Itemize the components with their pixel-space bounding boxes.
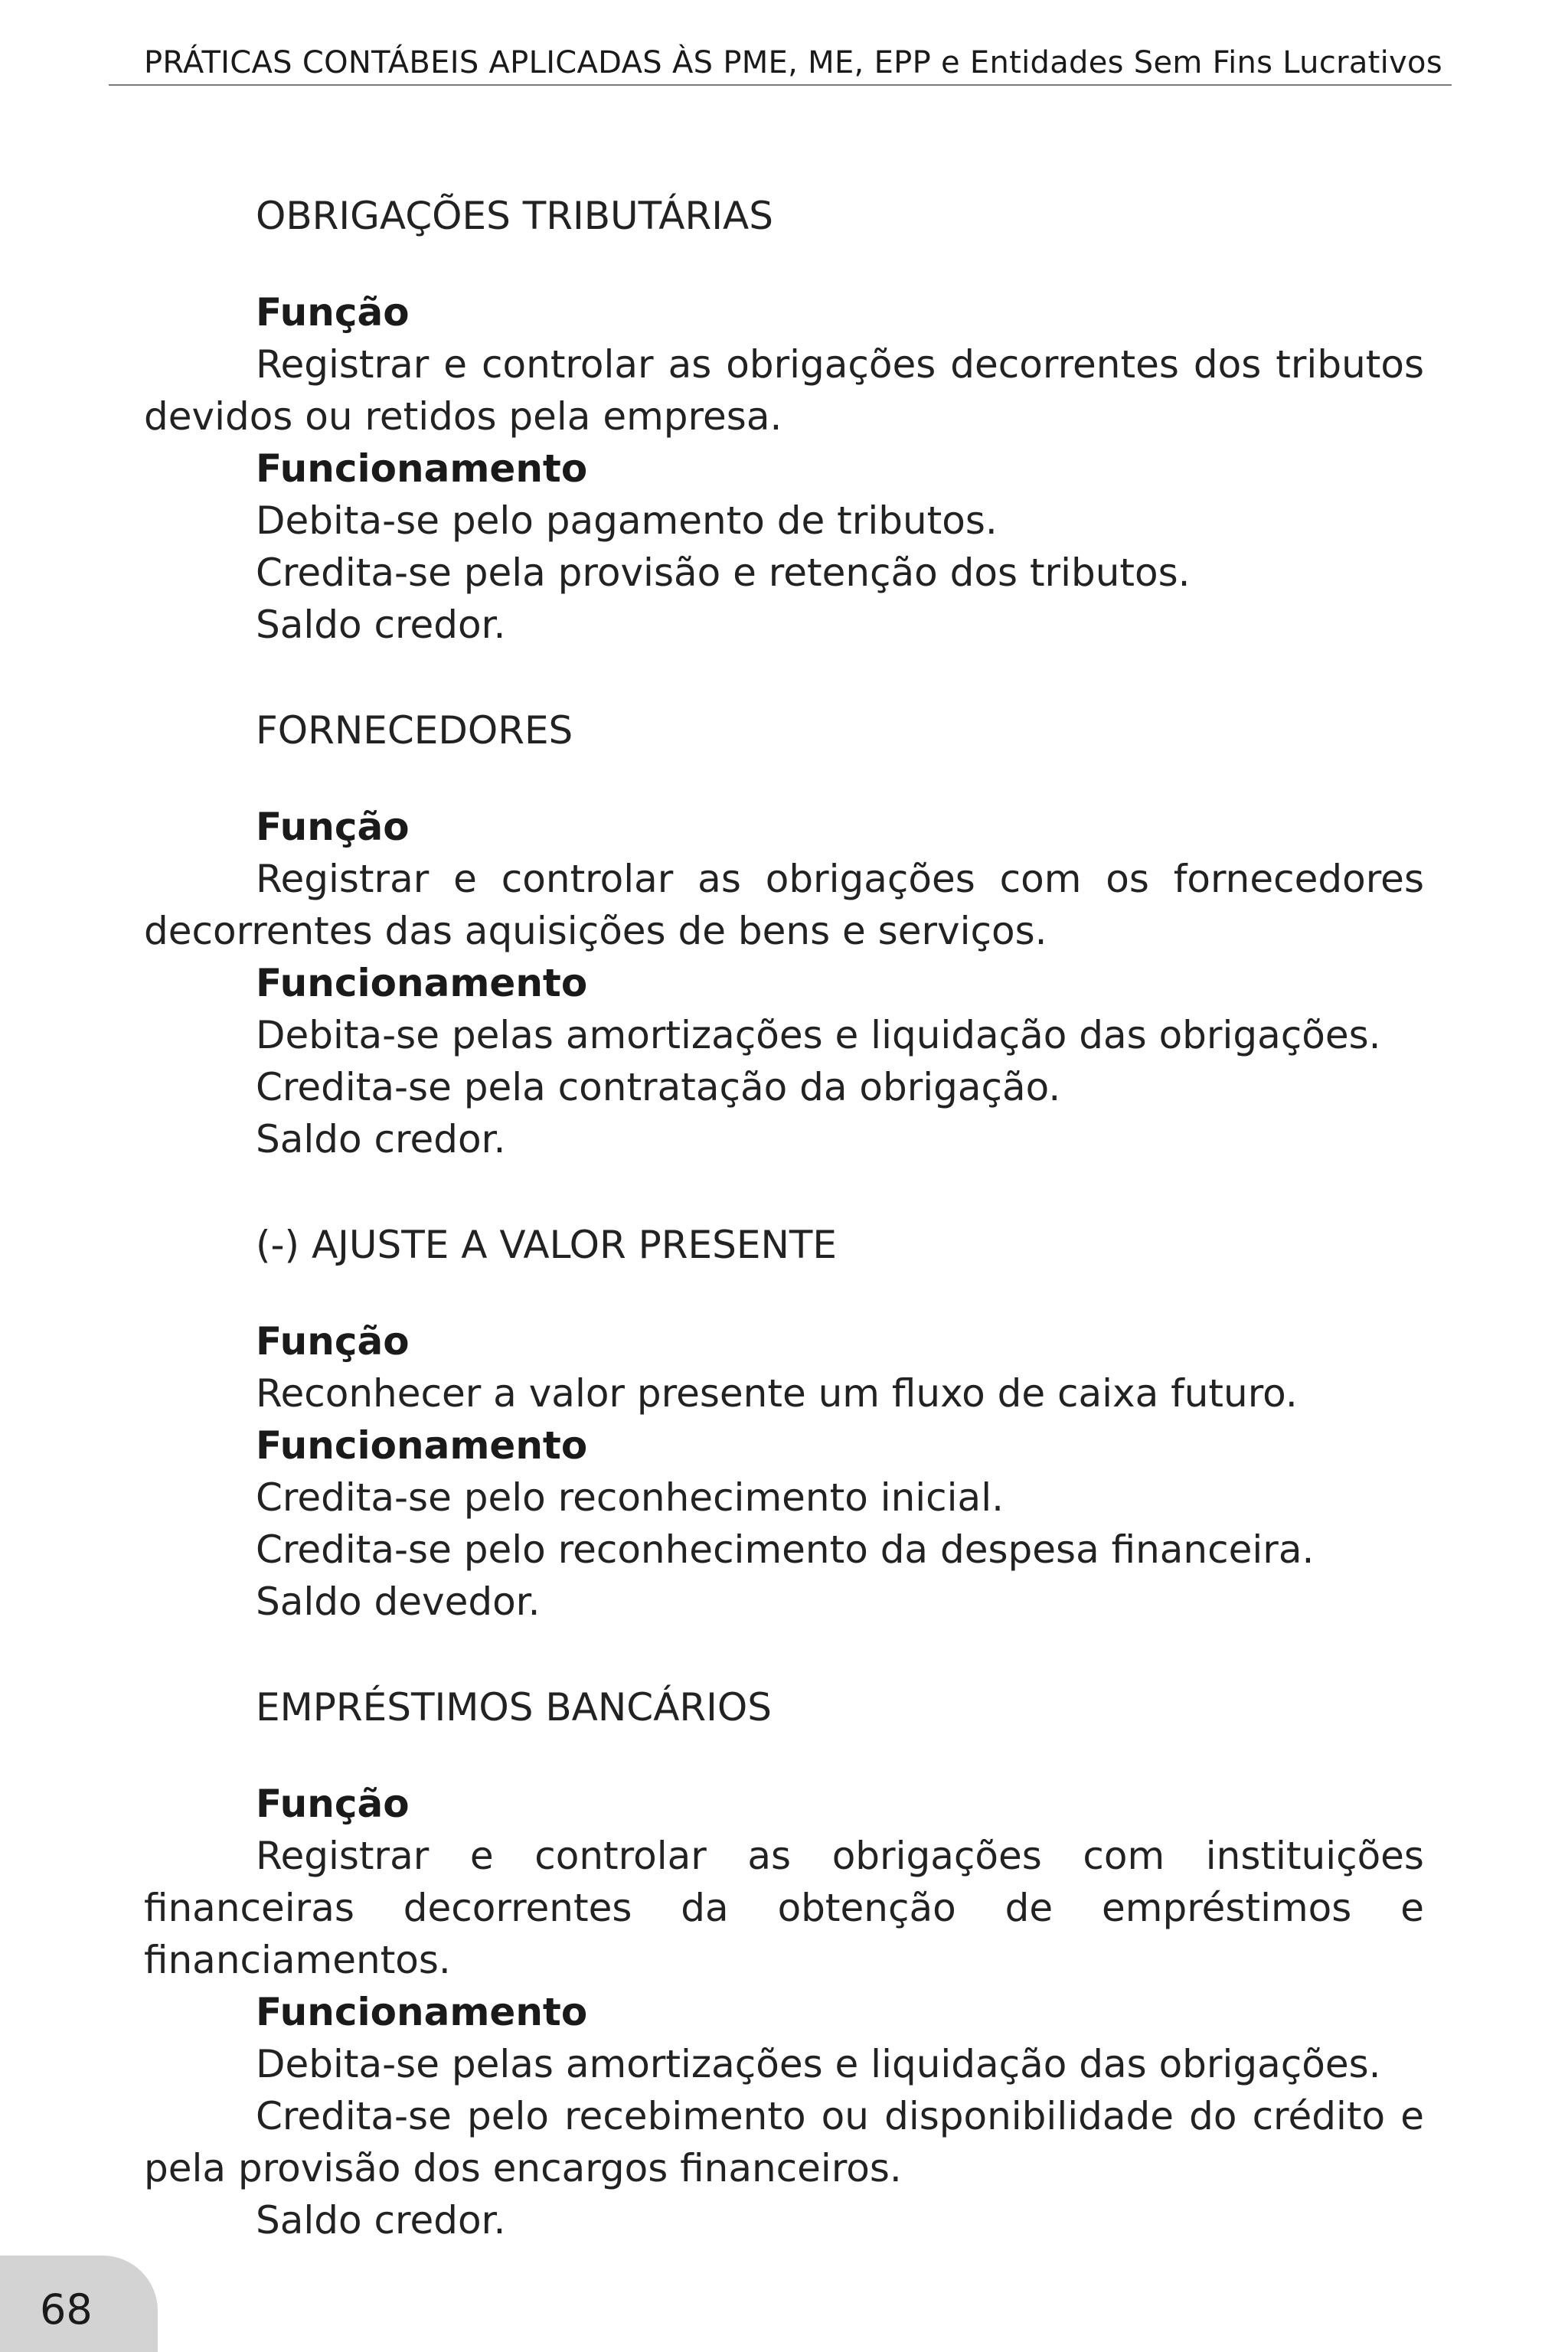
funcao-label: Função — [256, 1319, 410, 1364]
saldo-line: Saldo credor. — [256, 2198, 506, 2243]
section-fornecedores — [144, 704, 1424, 1165]
page-body — [144, 190, 1424, 2300]
funcionamento-label: Funcionamento — [256, 446, 588, 491]
funcionamento-line: Credita-se pela provisão e retenção dos tributos. — [256, 550, 1191, 595]
section-obrigacoes-tributarias — [144, 190, 1424, 651]
section-title: FORNECEDORES — [256, 708, 573, 753]
funcionamento-paragraph: Credita-se pelo recebimento ou disponibilidade do crédito e pela provisão dos encargos financeiros. — [144, 2094, 1424, 2190]
funcionamento-line: Credita-se pelo reconhecimento inicial. — [256, 1475, 1004, 1520]
saldo-line: Saldo devedor. — [256, 1579, 541, 1624]
page-number-tab — [0, 2256, 158, 2352]
funcao-text: Registrar e controlar as obrigações decorrentes dos tributos devidos ou retidos pela empresa. — [144, 342, 1424, 439]
section-title: (-) AJUSTE A VALOR PRESENTE — [256, 1223, 837, 1267]
funcionamento-label: Funcionamento — [256, 1423, 588, 1468]
section-emprestimos-bancarios — [144, 1681, 1424, 2246]
funcao-label: Função — [256, 805, 410, 849]
funcionamento-line: Credita-se pelo reconhecimento da despesa financeira. — [256, 1527, 1315, 1572]
funcionamento-line: Debita-se pelo pagamento de tributos. — [256, 498, 998, 543]
funcao-text: Reconhecer a valor presente um fluxo de caixa futuro. — [256, 1371, 1298, 1416]
funcao-text: Registrar e controlar as obrigações com os fornecedores decorrentes das aquisições de bens e serviços. — [144, 857, 1424, 953]
funcao-label: Função — [256, 290, 410, 335]
funcao-text: Registrar e controlar as obrigações com instituições financeiras decorrentes da obtenção de empréstimos e financiamentos. — [144, 1834, 1424, 1982]
saldo-line: Saldo credor. — [256, 603, 506, 647]
funcionamento-label: Funcionamento — [256, 1990, 588, 2034]
funcionamento-label: Funcionamento — [256, 961, 588, 1005]
funcionamento-line: Debita-se pelas amortizações e liquidação das obrigações. — [256, 1013, 1381, 1057]
header-divider — [109, 84, 1452, 86]
section-title: EMPRÉSTIMOS BANCÁRIOS — [256, 1685, 772, 1730]
page-number: 68 — [40, 2285, 93, 2334]
section-title: OBRIGAÇÕES TRIBUTÁRIAS — [256, 194, 773, 238]
funcao-label: Função — [256, 1782, 410, 1826]
funcionamento-line: Debita-se pelas amortizações e liquidação das obrigações. — [256, 2042, 1381, 2086]
funcionamento-line: Credita-se pela contratação da obrigação. — [256, 1065, 1061, 1109]
running-header: PRÁTICAS CONTÁBEIS APLICADAS ÀS PME, ME, EPP e Entidades Sem Fins Lucrativos — [144, 45, 1442, 80]
saldo-line: Saldo credor. — [256, 1117, 506, 1161]
section-ajuste-valor-presente — [144, 1219, 1424, 1628]
